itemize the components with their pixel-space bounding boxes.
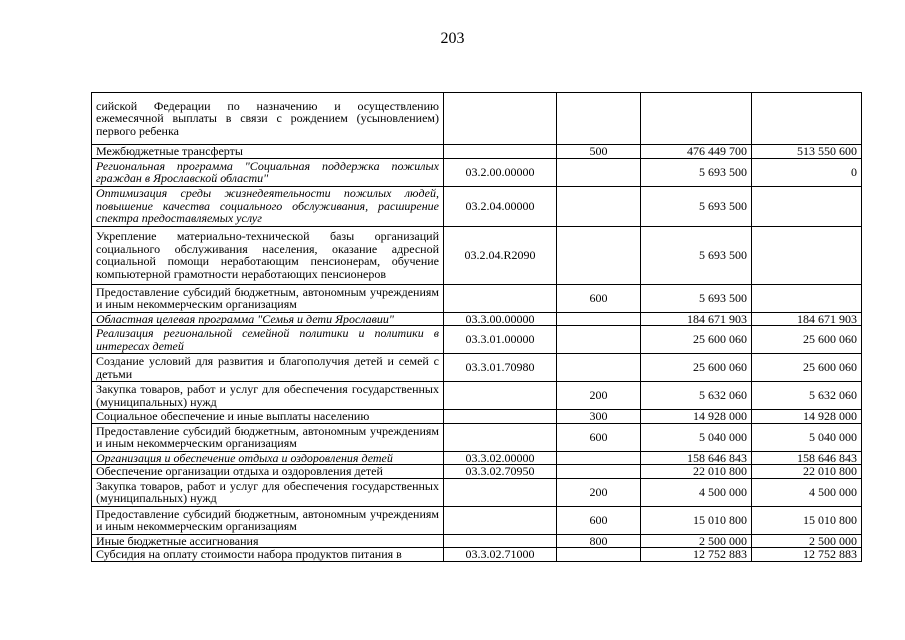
row-amount-year1-cell: 22 010 800 [641, 465, 752, 479]
row-amount-year2-cell [752, 284, 862, 312]
row-code-cell [444, 410, 557, 424]
row-expense-type-cell [557, 158, 641, 186]
row-name-cell: Областная целевая программа "Семья и дети Ярославии" [92, 312, 444, 326]
row-code-cell: 03.3.01.00000 [444, 326, 557, 354]
row-amount-year1-cell: 5 632 060 [641, 382, 752, 410]
row-code-cell [444, 284, 557, 312]
row-code-cell: 03.3.01.70980 [444, 354, 557, 382]
table-row [92, 423, 862, 451]
budget-table-body [92, 93, 862, 562]
row-amount-year2-cell [752, 186, 862, 226]
row-amount-year2-cell: 22 010 800 [752, 465, 862, 479]
row-code-cell [444, 423, 557, 451]
row-expense-type-cell [557, 451, 641, 465]
table-row [92, 226, 862, 284]
row-expense-type-cell [557, 465, 641, 479]
page-number: 203 [440, 30, 465, 47]
row-amount-year2-cell: 25 600 060 [752, 354, 862, 382]
row-expense-type-cell: 800 [557, 534, 641, 548]
row-name-cell: сийской Федерации по назначению и осуществлению ежемесячной выплаты в связи с рождением (усыновлением) первого ребенка [92, 93, 444, 145]
row-amount-year1-cell: 158 646 843 [641, 451, 752, 465]
row-amount-year2-cell: 184 671 903 [752, 312, 862, 326]
row-code-cell: 03.3.02.71000 [444, 548, 557, 562]
row-expense-type-cell [557, 186, 641, 226]
row-expense-type-cell [557, 354, 641, 382]
row-amount-year2-cell [752, 226, 862, 284]
row-amount-year2-cell: 513 550 600 [752, 145, 862, 159]
row-amount-year2-cell: 12 752 883 [752, 548, 862, 562]
table-row [92, 312, 862, 326]
row-code-cell: 03.3.02.00000 [444, 451, 557, 465]
row-name-cell: Закупка товаров, работ и услуг для обеспечения государственных (муниципальных) нужд [92, 382, 444, 410]
row-code-cell [444, 93, 557, 145]
row-expense-type-cell: 600 [557, 284, 641, 312]
row-expense-type-cell [557, 226, 641, 284]
row-amount-year1-cell: 15 010 800 [641, 506, 752, 534]
row-amount-year2-cell: 2 500 000 [752, 534, 862, 548]
table-row [92, 93, 862, 145]
row-expense-type-cell [557, 326, 641, 354]
table-row [92, 534, 862, 548]
row-amount-year1-cell: 14 928 000 [641, 410, 752, 424]
row-amount-year1-cell: 12 752 883 [641, 548, 752, 562]
row-amount-year2-cell [752, 93, 862, 145]
row-expense-type-cell [557, 548, 641, 562]
row-name-cell: Предоставление субсидий бюджетным, автономным учреждениям и иным некоммерческим организациям [92, 284, 444, 312]
table-row [92, 382, 862, 410]
row-expense-type-cell [557, 312, 641, 326]
row-code-cell: 03.2.04.R2090 [444, 226, 557, 284]
row-expense-type-cell: 600 [557, 423, 641, 451]
row-code-cell: 03.3.00.00000 [444, 312, 557, 326]
row-name-cell: Обеспечение организации отдыха и оздоровления детей [92, 465, 444, 479]
row-amount-year2-cell: 158 646 843 [752, 451, 862, 465]
row-amount-year1-cell: 5 693 500 [641, 284, 752, 312]
table-row [92, 145, 862, 159]
row-name-cell: Предоставление субсидий бюджетным, автономным учреждениям и иным некоммерческим организациям [92, 506, 444, 534]
row-name-cell: Межбюджетные трансферты [92, 145, 444, 159]
row-code-cell: 03.3.02.70950 [444, 465, 557, 479]
row-amount-year2-cell: 14 928 000 [752, 410, 862, 424]
row-name-cell: Предоставление субсидий бюджетным, автономным учреждениям и иным некоммерческим организациям [92, 423, 444, 451]
row-code-cell [444, 478, 557, 506]
budget-table [91, 92, 862, 562]
row-expense-type-cell: 300 [557, 410, 641, 424]
row-amount-year1-cell: 5 693 500 [641, 226, 752, 284]
table-row [92, 354, 862, 382]
row-expense-type-cell: 200 [557, 382, 641, 410]
row-amount-year1-cell: 184 671 903 [641, 312, 752, 326]
row-name-cell: Оптимизация среды жизнедеятельности пожилых людей, повышение качества социального обслуживания, расширение спектра предоставляемых услуг [92, 186, 444, 226]
row-expense-type-cell: 500 [557, 145, 641, 159]
table-row [92, 548, 862, 562]
row-name-cell: Реализация региональной семейной политики и политики в интересах детей [92, 326, 444, 354]
row-code-cell [444, 506, 557, 534]
row-amount-year2-cell: 5 632 060 [752, 382, 862, 410]
row-name-cell: Закупка товаров, работ и услуг для обеспечения государственных (муниципальных) нужд [92, 478, 444, 506]
row-amount-year1-cell: 25 600 060 [641, 326, 752, 354]
row-amount-year1-cell: 5 040 000 [641, 423, 752, 451]
row-amount-year1-cell: 476 449 700 [641, 145, 752, 159]
row-name-cell: Региональная программа "Социальная поддержка пожилых граждан в Ярославской области" [92, 158, 444, 186]
table-row [92, 506, 862, 534]
row-amount-year1-cell: 2 500 000 [641, 534, 752, 548]
row-amount-year1-cell: 5 693 500 [641, 158, 752, 186]
row-amount-year2-cell: 0 [752, 158, 862, 186]
row-name-cell: Укрепление материально-технической базы организаций социального обслуживания населения, оказание адресной социальной помощи неработающим пенсионерам, обучение компьютерной грамотности неработающих пенсионеров [92, 226, 444, 284]
row-name-cell: Организация и обеспечение отдыха и оздоровления детей [92, 451, 444, 465]
row-amount-year1-cell: 25 600 060 [641, 354, 752, 382]
row-code-cell: 03.2.04.00000 [444, 186, 557, 226]
row-amount-year2-cell: 25 600 060 [752, 326, 862, 354]
row-amount-year1-cell: 5 693 500 [641, 186, 752, 226]
row-amount-year2-cell: 5 040 000 [752, 423, 862, 451]
table-row [92, 158, 862, 186]
row-code-cell [444, 145, 557, 159]
row-name-cell: Социальное обеспечение и иные выплаты населению [92, 410, 444, 424]
table-row [92, 478, 862, 506]
row-amount-year1-cell: 4 500 000 [641, 478, 752, 506]
row-name-cell: Создание условий для развития и благополучия детей и семей с детьми [92, 354, 444, 382]
table-row [92, 284, 862, 312]
row-code-cell [444, 382, 557, 410]
table-row [92, 410, 862, 424]
row-name-cell: Иные бюджетные ассигнования [92, 534, 444, 548]
table-row [92, 326, 862, 354]
row-amount-year2-cell: 15 010 800 [752, 506, 862, 534]
row-code-cell [444, 534, 557, 548]
row-expense-type-cell: 200 [557, 478, 641, 506]
table-row [92, 186, 862, 226]
row-expense-type-cell [557, 93, 641, 145]
row-expense-type-cell: 600 [557, 506, 641, 534]
row-code-cell: 03.2.00.00000 [444, 158, 557, 186]
row-amount-year1-cell [641, 93, 752, 145]
table-row [92, 451, 862, 465]
row-name-cell: Субсидия на оплату стоимости набора продуктов питания в [92, 548, 444, 562]
row-amount-year2-cell: 4 500 000 [752, 478, 862, 506]
table-row [92, 465, 862, 479]
